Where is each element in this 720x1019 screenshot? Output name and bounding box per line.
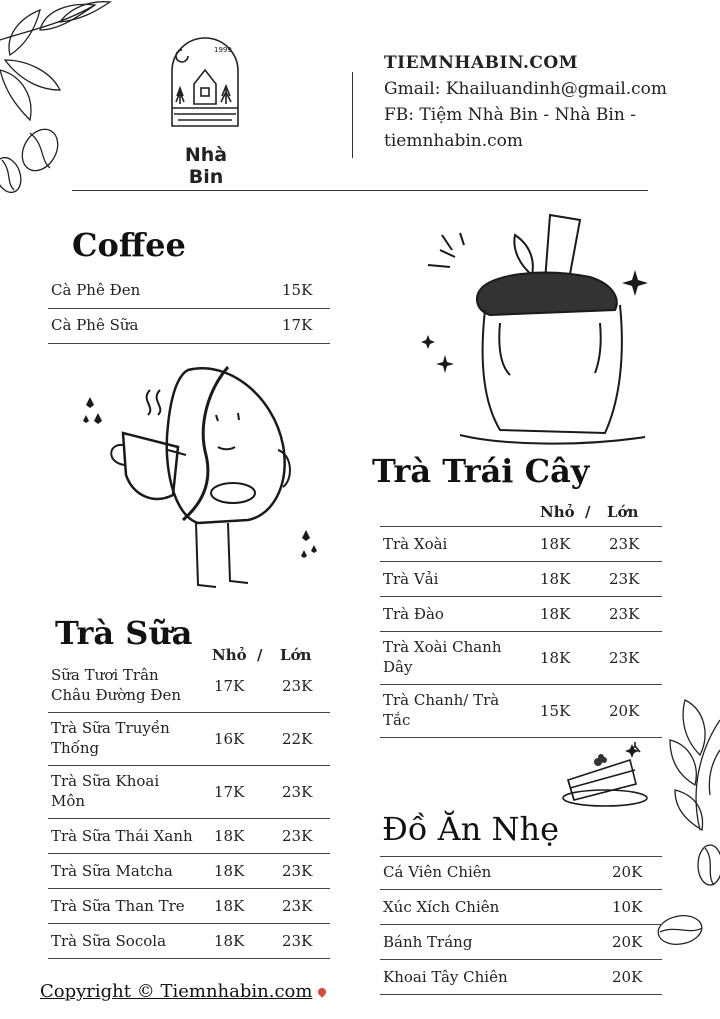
contact-email[interactable]: Gmail: Khailuandinh@gmail.com xyxy=(384,79,668,99)
do-an-nhe-item-price: 20K xyxy=(612,933,643,951)
coffee-bean-mascot-icon xyxy=(78,355,328,605)
tra-sua-item xyxy=(48,889,330,924)
tra-trai-cay-item-name: Trà Chanh/ Trà xyxy=(383,691,500,709)
tra-trai-cay-col-large: Lớn xyxy=(607,503,639,521)
location-pin-icon xyxy=(317,986,328,997)
do-an-nhe-item xyxy=(380,890,662,925)
house-logo-icon xyxy=(160,26,250,144)
brand-year: 1999 xyxy=(214,46,232,54)
tra-trai-cay-item-name-cont: Dây xyxy=(383,658,413,676)
tra-sua-item-price-small: 18K xyxy=(214,932,245,950)
tra-trai-cay-item-price-large: 23K xyxy=(609,605,640,623)
coffee-item-price: 15K xyxy=(282,281,313,299)
tra-trai-cay-item xyxy=(380,527,662,562)
coffee-item xyxy=(48,309,330,344)
tra-sua-title: Trà Sữa xyxy=(55,614,193,652)
tra-sua-item-name: Trà Sữa Matcha xyxy=(51,862,173,880)
tra-sua-item-name: Trà Sữa Khoai xyxy=(51,772,160,790)
tra-trai-cay-item-name: Trà Xoài xyxy=(383,535,448,553)
do-an-nhe-item xyxy=(380,925,662,960)
tra-sua-item-name-cont: Châu Đường Đen xyxy=(51,686,181,704)
do-an-nhe-item-name: Xúc Xích Chiên xyxy=(383,898,500,916)
tra-sua-item xyxy=(48,713,330,766)
do-an-nhe-item-name: Khoai Tây Chiên xyxy=(383,968,508,986)
tra-trai-cay-menu xyxy=(380,526,662,738)
leaf-branch-top-left-icon xyxy=(0,0,120,200)
tra-trai-cay-col-small: Nhỏ xyxy=(540,503,575,521)
tra-sua-item-name: Trà Sữa Truyền xyxy=(51,719,170,737)
tra-trai-cay-item-price-small: 18K xyxy=(540,605,571,623)
tra-sua-col-small: Nhỏ xyxy=(212,646,247,664)
tra-sua-item-name: Sữa Tươi Trân xyxy=(51,666,159,684)
do-an-nhe-item xyxy=(380,960,662,995)
tra-sua-item xyxy=(48,766,330,819)
tra-trai-cay-title: Trà Trái Cây xyxy=(372,452,590,490)
tra-trai-cay-item-name: Trà Đào xyxy=(383,605,444,623)
do-an-nhe-menu xyxy=(380,856,662,995)
tra-sua-item-price-large: 23K xyxy=(282,677,313,695)
header-divider-vertical xyxy=(352,72,353,158)
tra-sua-item-price-small: 18K xyxy=(214,897,245,915)
tra-trai-cay-item-price-large: 23K xyxy=(609,570,640,588)
tra-sua-item-name: Trà Sữa Socola xyxy=(51,932,167,950)
tra-trai-cay-item-name: Trà Vải xyxy=(383,570,439,588)
coffee-title: Coffee xyxy=(72,226,186,264)
tra-sua-item-price-large: 22K xyxy=(282,730,313,748)
do-an-nhe-item-name: Bánh Tráng xyxy=(383,933,473,951)
coffee-item xyxy=(48,274,330,309)
tra-trai-cay-item xyxy=(380,685,662,738)
tra-trai-cay-item-price-small: 18K xyxy=(540,535,571,553)
do-an-nhe-item-price: 20K xyxy=(612,968,643,986)
footer-copyright[interactable] xyxy=(40,981,326,1002)
contact-website[interactable]: TIEMNHABIN.COM xyxy=(384,53,579,73)
tra-sua-item-price-large: 23K xyxy=(282,897,313,915)
contact-facebook-cont[interactable]: tiemnhabin.com xyxy=(384,131,524,151)
tra-trai-cay-item-price-large: 23K xyxy=(609,649,640,667)
tra-sua-item-price-large: 23K xyxy=(282,827,313,845)
tra-sua-item-name-cont: Môn xyxy=(51,792,86,810)
tra-trai-cay-item-price-small: 18K xyxy=(540,570,571,588)
tra-sua-item-price-small: 18K xyxy=(214,827,245,845)
do-an-nhe-item xyxy=(380,857,662,890)
tra-sua-item-price-large: 23K xyxy=(282,862,313,880)
tra-sua-item-name: Trà Sữa Than Tre xyxy=(51,897,185,915)
brand-logo xyxy=(160,26,250,188)
tra-sua-item-name: Trà Sữa Thái Xanh xyxy=(51,827,193,845)
tra-trai-cay-item xyxy=(380,562,662,597)
tra-sua-item xyxy=(48,924,330,959)
tra-trai-cay-item-price-large: 23K xyxy=(609,535,640,553)
tra-sua-menu xyxy=(48,660,330,959)
tra-sua-item-price-small: 18K xyxy=(214,862,245,880)
coffee-item-name: Cà Phê Sữa xyxy=(51,316,139,334)
footer-copyright-text: Copyright © Tiemnhabin.com xyxy=(40,981,313,1002)
cake-slice-icon xyxy=(560,740,660,810)
tra-sua-col-separator: / xyxy=(257,646,263,664)
do-an-nhe-title: Đồ Ăn Nhẹ xyxy=(382,810,560,848)
tra-trai-cay-item-price-small: 15K xyxy=(540,702,571,720)
header-divider-horizontal xyxy=(72,190,648,191)
tra-trai-cay-item-price-large: 20K xyxy=(609,702,640,720)
fruit-tea-drink-icon xyxy=(420,205,670,455)
contact-block xyxy=(384,50,667,154)
tra-trai-cay-item-price-small: 18K xyxy=(540,649,571,667)
contact-facebook[interactable]: FB: Tiệm Nhà Bin - Nhà Bin - xyxy=(384,105,636,125)
coffee-menu xyxy=(48,274,330,344)
tra-sua-item-price-large: 23K xyxy=(282,932,313,950)
tra-sua-item-price-small: 17K xyxy=(214,783,245,801)
tra-sua-item-price-small: 17K xyxy=(214,677,245,695)
coffee-item-price: 17K xyxy=(282,316,313,334)
tra-trai-cay-item-name: Trà Xoài Chanh xyxy=(383,638,502,656)
coffee-item-name: Cà Phê Đen xyxy=(51,281,141,299)
tra-sua-item xyxy=(48,660,330,713)
do-an-nhe-item-price: 20K xyxy=(612,863,643,881)
do-an-nhe-item-name: Cá Viên Chiên xyxy=(383,863,492,881)
do-an-nhe-item-price: 10K xyxy=(612,898,643,916)
tra-sua-item-name-cont: Thống xyxy=(51,739,100,757)
tra-sua-item xyxy=(48,819,330,854)
tra-sua-item-price-small: 16K xyxy=(214,730,245,748)
tra-trai-cay-item xyxy=(380,632,662,685)
tra-trai-cay-item-name-cont: Tắc xyxy=(383,711,411,729)
tra-trai-cay-col-separator: / xyxy=(585,503,591,521)
tra-trai-cay-item xyxy=(380,597,662,632)
tra-sua-item-price-large: 23K xyxy=(282,783,313,801)
tra-sua-col-large: Lớn xyxy=(280,646,312,664)
brand-name: Nhà Bin xyxy=(184,144,228,188)
tra-sua-item xyxy=(48,854,330,889)
